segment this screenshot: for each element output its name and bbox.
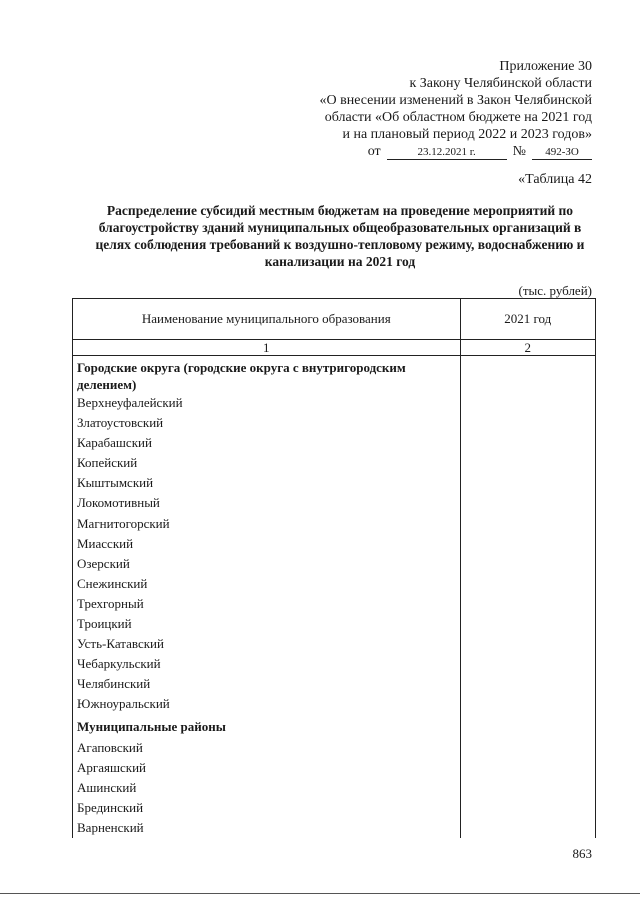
appendix-line: области «Об областном бюджете на 2021 год [324,110,592,125]
value-cell [460,574,595,594]
table-row [73,694,596,714]
table-row [73,594,596,614]
municipality-name: Южноуральский [73,694,461,714]
value-cell [460,493,595,513]
municipality-name: Усть-Катавский [73,634,461,654]
appendix-line: Приложение 30 [499,59,592,74]
table-row [73,493,596,513]
table-row [73,798,596,818]
group-row [73,715,596,738]
value-cell [460,534,595,554]
table-row [73,738,596,758]
municipality-name: Варненский [73,818,461,838]
value-cell [460,453,595,473]
value-cell [460,413,595,433]
table-row [73,534,596,554]
table-label: «Таблица 42 [518,172,592,187]
value-cell [460,514,595,534]
value-cell [460,614,595,634]
column-header-municipality: Наименование муниципального образования [73,299,461,340]
municipality-name: Трехгорный [73,594,461,614]
units-label: (тыс. рублей) [518,283,592,298]
municipality-name: Чебаркульский [73,654,461,674]
table-row [73,473,596,493]
column-number: 2 [460,340,595,356]
municipality-name: Аргаяшский [73,758,461,778]
value-cell [460,654,595,674]
municipality-name: Ашинский [73,778,461,798]
table-row [73,758,596,778]
table-row [73,818,596,838]
municipality-name: Троицкий [73,614,461,634]
subsidy-table [72,298,596,838]
municipality-name: Локомотивный [73,493,461,513]
value-cell [460,738,595,758]
value-cell [460,674,595,694]
appendix-header [262,58,592,160]
municipality-name: Брединский [73,798,461,818]
municipality-name: Карабашский [73,433,461,453]
value-cell [460,594,595,614]
value-cell [460,778,595,798]
appendix-line: к Закону Челябинской области [409,76,592,91]
municipality-name: Агаповский [73,738,461,758]
appendix-line: «О внесении изменений в Закон Челябинской [319,93,592,108]
group-label: Городские округа (городские округа с внутригородским делением) [73,356,461,394]
value-cell [460,433,595,453]
table-row [73,574,596,594]
table-row [73,514,596,534]
group-label: Муниципальные районы [73,715,461,738]
law-number: 492-ЗО [532,145,592,160]
table-row [73,554,596,574]
table-row [73,674,596,694]
value-cell [460,694,595,714]
column-header-year: 2021 год [460,299,595,340]
table-row [73,654,596,674]
value-cell [460,356,595,394]
municipality-name: Озерский [73,554,461,574]
document-title: Распределение субсидий местным бюджетам на проведение мероприятий по благоустройству зданий муниципальных общеобразовательных организаций в целях соблюдения требований к воздушно-тепловому режиму, водоснабжению и канализации на 2021 год [95,203,585,269]
value-cell [460,818,595,838]
column-number: 1 [73,340,461,356]
municipality-name: Миасский [73,534,461,554]
table-row [73,453,596,473]
column-number-row [73,340,596,356]
municipality-name: Верхнеуфалейский [73,393,461,413]
value-cell [460,393,595,413]
ot-label: от [367,144,381,159]
table-row [73,393,596,413]
municipality-name: Снежинский [73,574,461,594]
value-cell [460,473,595,493]
municipality-name: Кыштымский [73,473,461,493]
table-row [73,413,596,433]
value-cell [460,554,595,574]
value-cell [460,715,595,738]
municipality-name: Копейский [73,453,461,473]
municipality-name: Златоустовский [73,413,461,433]
table-row [73,778,596,798]
footer-divider [0,893,640,894]
appendix-line: и на плановый период 2022 и 2023 годов» [342,127,592,142]
value-cell [460,758,595,778]
table-row [73,614,596,634]
table-header-row [73,299,596,340]
value-cell [460,634,595,654]
value-cell [460,798,595,818]
table-row [73,433,596,453]
municipality-name: Магнитогорский [73,514,461,534]
municipality-name: Челябинский [73,674,461,694]
law-date-number-line [262,143,592,160]
group-row [73,356,596,394]
law-date: 23.12.2021 г. [387,145,507,160]
number-label: № [512,144,526,159]
page-number: 863 [572,846,592,861]
table-row [73,634,596,654]
